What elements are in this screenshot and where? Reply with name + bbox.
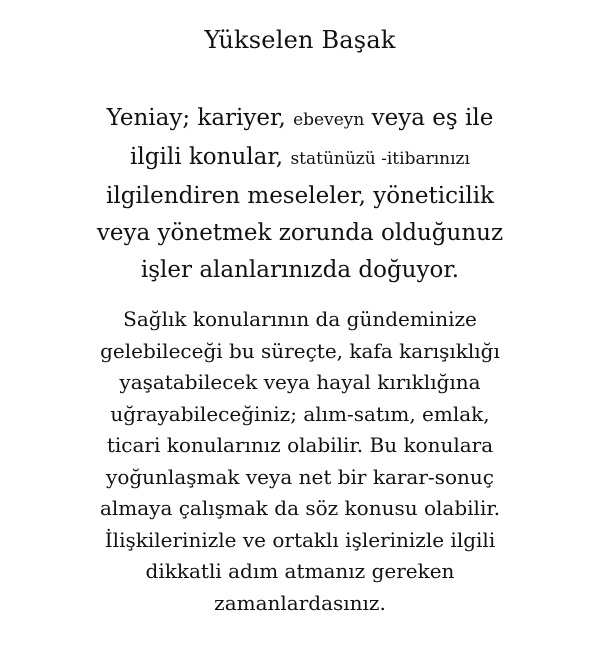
- paragraph-line: yoğunlaşmak veya net bir karar-sonuç: [106, 464, 494, 489]
- text-segment-small: statünüzü: [290, 149, 376, 169]
- paragraph-line: İlişkilerinizle ve ortaklı işlerinizle ilgili: [104, 527, 496, 552]
- text-segment: veya eş ile: [364, 105, 494, 131]
- paragraph-line: [30, 100, 570, 139]
- paragraph-line: gelebileceği bu süreçte, kafa karışıklığı: [100, 338, 500, 363]
- paragraph-health: [30, 304, 570, 619]
- paragraph-line: [30, 139, 570, 178]
- text-segment: Yeniay; kariyer,: [106, 105, 294, 131]
- paragraph-line: ilgilendiren meseleler, yöneticilik: [106, 183, 494, 209]
- paragraph-line: ticari konularınız olabilir. Bu konulara: [106, 433, 494, 457]
- paragraph-line: işler alanlarınızda doğuyor.: [140, 257, 460, 283]
- text-segment: ilgili konular,: [130, 144, 291, 170]
- paragraph-line: yaşatabilecek veya hayal kırıklığına: [119, 370, 481, 394]
- paragraph-career: [30, 100, 570, 289]
- paragraph-line: zamanlardasınız.: [214, 590, 386, 615]
- page-title: Yükselen Başak: [204, 26, 396, 54]
- paragraph-line: uğrayabileceğiniz; alım-satım, emlak,: [110, 401, 490, 426]
- paragraph-line: Sağlık konularının da gündeminize: [123, 307, 477, 331]
- paragraph-line: dikkatli adım atmanız gereken: [145, 559, 455, 583]
- text-segment-small: ebeveyn: [293, 110, 365, 130]
- paragraph-line: almaya çalışmak da söz konusu olabilir.: [99, 496, 501, 520]
- text-segment-small: -itibarınızı: [375, 149, 470, 169]
- paragraph-line: veya yönetmek zorunda olduğunuz: [96, 220, 504, 246]
